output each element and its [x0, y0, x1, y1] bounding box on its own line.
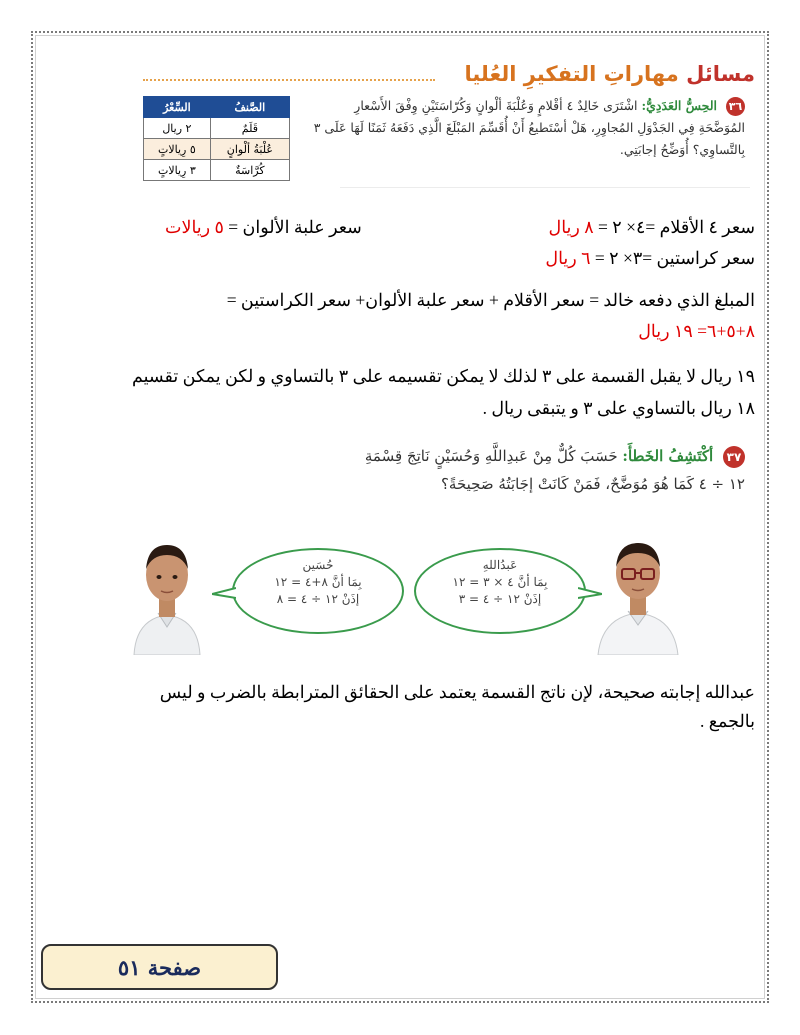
speaker-name: حُسَين [302, 558, 334, 572]
question-text-line2: ١٢ ÷ ٤ كَمَا هُوَ مُوَضَّحٌ، فَمَنْ كَانَتْ إجَابَتُهُ صَحِيحَةً؟ [440, 475, 745, 493]
boy-abdullah-image [594, 535, 682, 655]
header-price: السِّعْرُ [144, 97, 211, 118]
section-title [464, 62, 755, 86]
answer37-line1: عبدالله إجابته صحيحة، لإن ناتج القسمة يعتمد على الحقائق المترابطة بالضرب و ليس [159, 682, 755, 702]
answer-text: سعر ٤ الأقلام =٤× ٢ = [593, 217, 755, 237]
divider [340, 187, 750, 188]
answer-pens [549, 216, 756, 238]
question-label: الحِسُّ العَدَدِيُّ: [641, 98, 718, 113]
speech-bubble-hussein [232, 548, 404, 634]
speech-bubble-abdullah [414, 548, 586, 634]
page-border [31, 31, 769, 1003]
bubble-line: بِمَا أنَّ ٤ × ٣ = ١٢ [452, 575, 548, 589]
price-table-header [144, 97, 290, 118]
header-item: الصَّنفُ [210, 97, 289, 118]
answer37-line2: بالجمع . [699, 711, 755, 731]
cell-price: ٥ رِيالاتٍ [144, 139, 211, 160]
section-divider [143, 79, 435, 81]
bubble-line: بِمَا أنَّ ٨+٤ = ١٢ [274, 575, 362, 589]
table-row [144, 160, 290, 181]
speaker-name: عَبدُاللهِ [482, 558, 518, 572]
answer-text: سعر كراستين =٣× ٢ = [590, 248, 755, 268]
answer-total-value: ٨+٥+٦= ١٩ ريال [638, 321, 755, 341]
bubble-tail [212, 586, 236, 600]
section-title-main: مسائل [686, 62, 755, 86]
cell-item: عُلْبَةُ ألْوانٍ [210, 139, 289, 160]
answer-explain-2: ١٨ ريال بالتساوي على ٣ و يتبقى ريال . [482, 398, 755, 418]
page-number: صفحة ٥١ [117, 955, 202, 980]
question-text: حَسَبَ كُلٌّ مِنْ عَبدِاللَّهِ وَحُسَيْنٍ نَاتِجَ قِسْمَةِ [364, 447, 618, 465]
cell-item: كُرَّاسَةٌ [210, 160, 289, 181]
question-label: أكْتَشِفُ الخَطأَ: [622, 447, 714, 465]
answer-notebooks [545, 247, 755, 269]
answer-value: ٥ ريالات [165, 217, 224, 237]
question-text: اشْتَرَى خَالِدٌ ٤ أقْلامٍ وَعُلْبَةَ ألْوانٍ وَكُرّاسَتَيْنِ وِفْقَ الأَسْعارِ المُوَضَّحَةِ فِي الجَدْوَلِ المُجاوِرِ، هَلْ أسْتَطيعُ أَنْ أُقَسِّمَ المَبْلَغَ الَّذِي دَفَعَهُ ثَمَنًا لَهَا عَلَى ٣ بِالتَّساوِي؟ أُوَضِّحُ إجابَتِي. [313, 98, 745, 157]
question-37 [305, 442, 745, 498]
answer-text: سعر علبة الألوان = [223, 217, 362, 237]
section-title-sub: مهاراتِ التفكيرِ العُليا [464, 62, 679, 86]
cell-price: ٢ ريال [144, 118, 211, 139]
price-table [143, 96, 290, 181]
bubble-line: إذَنْ ١٢ ÷ ٤ = ٣ [458, 592, 542, 606]
page-number-box [41, 944, 278, 990]
cell-item: قَلَمٌ [210, 118, 289, 139]
table-row [144, 139, 290, 160]
question-36 [305, 95, 745, 161]
boy-hussein-image [128, 535, 206, 655]
cell-price: ٣ رِيالاتٍ [144, 160, 211, 181]
table-row [144, 118, 290, 139]
answer-value: ٦ ريال [545, 248, 591, 268]
answer-explain-1: ١٩ ريال لا يقبل القسمة على ٣ لذلك لا يمكن تقسيمه على ٣ بالتساوي و لكن يمكن تقسيم [131, 366, 755, 386]
answer-total-text: المبلغ الذي دفعه خالد = سعر الأقلام + سعر علبة الألوان+ سعر الكراستين = [226, 290, 755, 310]
question-number-badge: ٣٧ [723, 446, 745, 468]
bubble-line: إذَنْ ١٢ ÷ ٤ = ٨ [276, 592, 360, 606]
answer-value: ٨ ريال [548, 217, 594, 237]
answer-colors [165, 216, 362, 238]
question-number-badge: ٣٦ [726, 97, 745, 116]
